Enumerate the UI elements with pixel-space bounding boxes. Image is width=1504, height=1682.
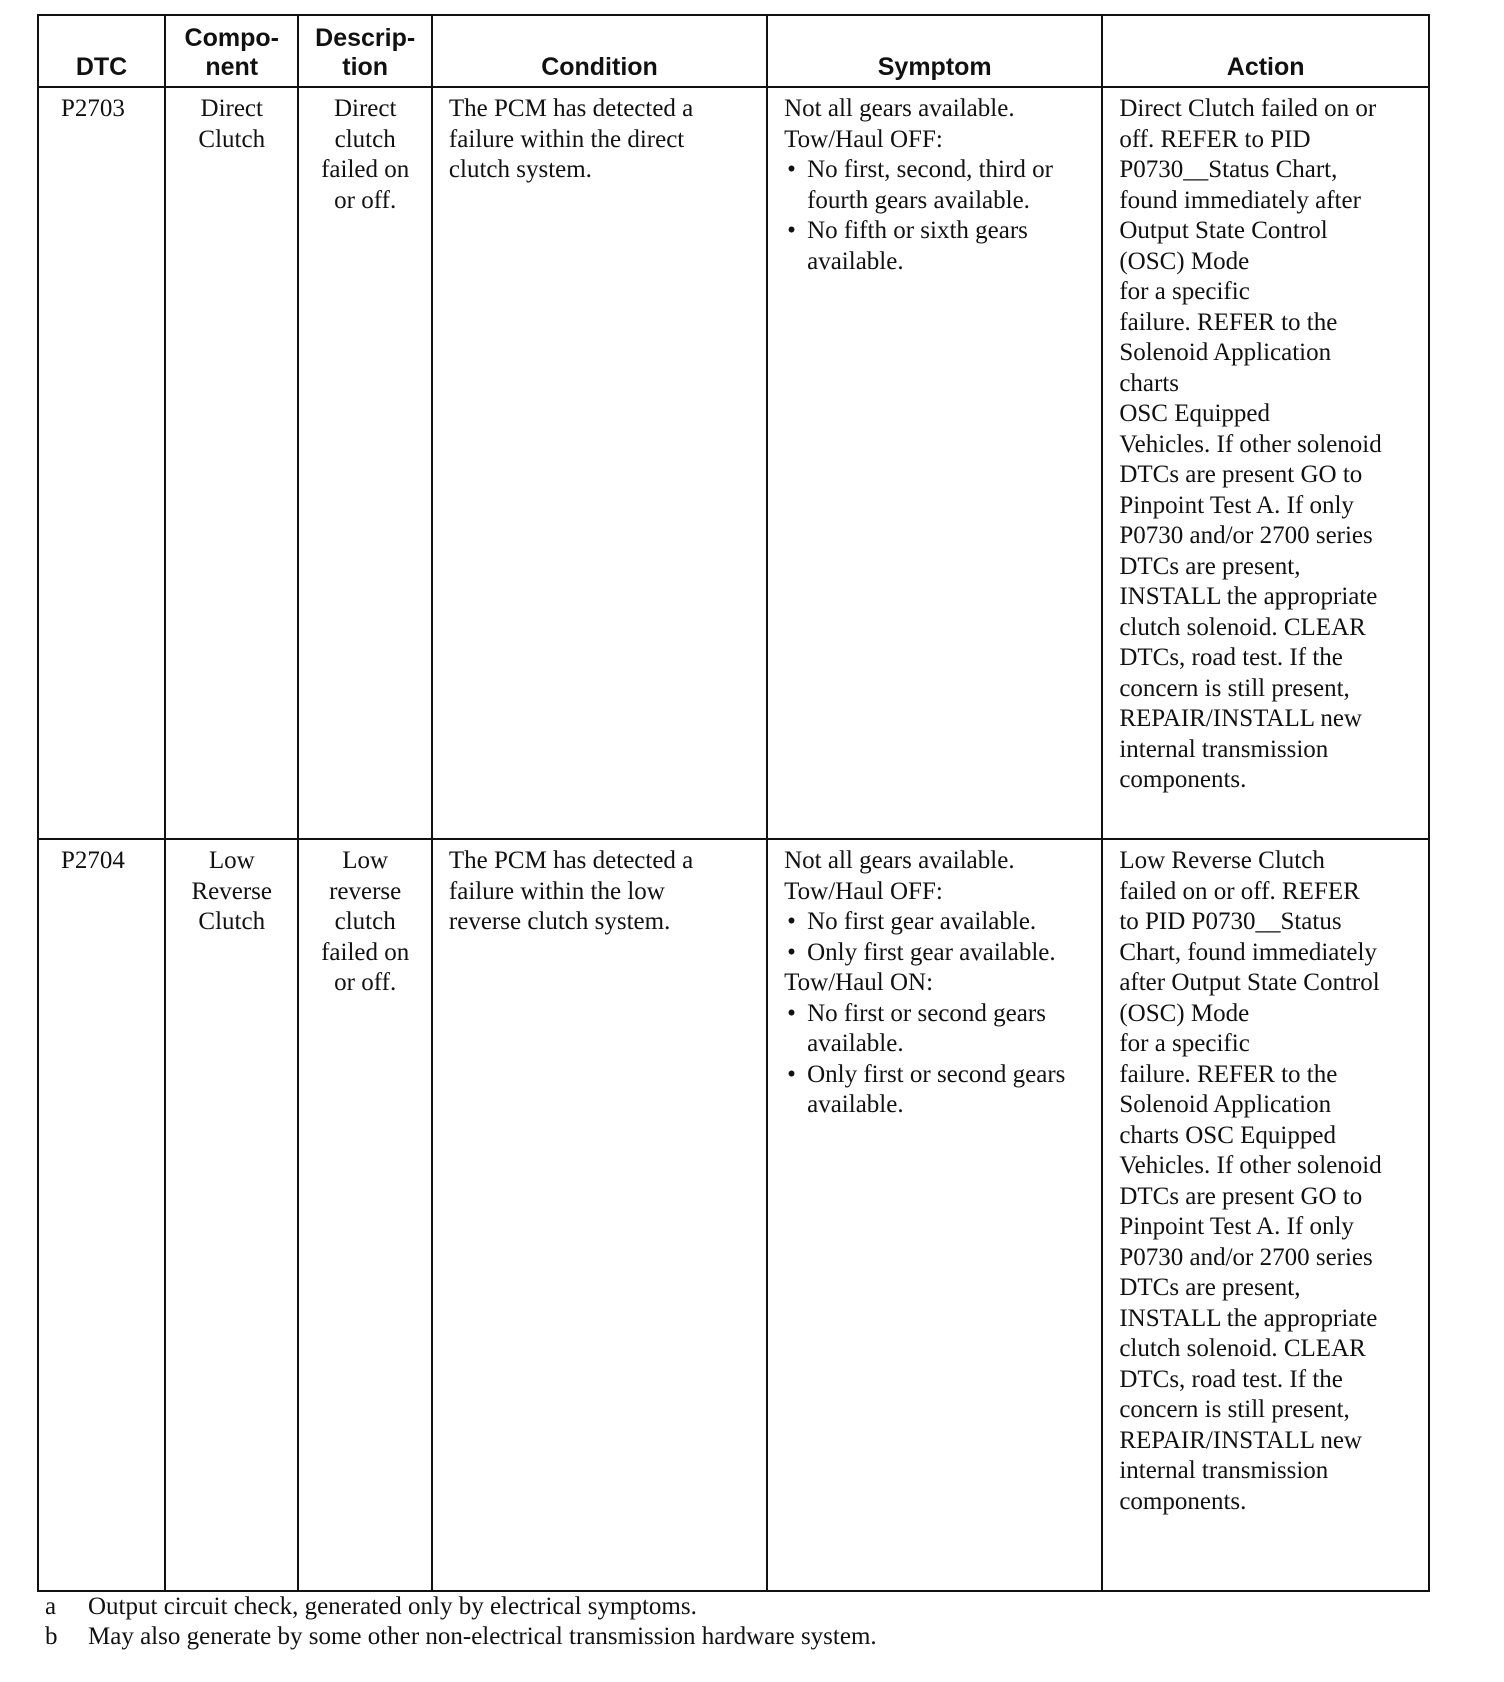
header-description: [298, 15, 431, 87]
action-line: Vehicles. If other solenoid: [1119, 1152, 1382, 1179]
footnote: [45, 1622, 877, 1652]
action-line: to PID P0730__Status: [1119, 908, 1342, 935]
description-line: failed on: [321, 156, 410, 183]
condition-cell: [432, 839, 767, 1591]
action-line: DTCs are present GO to: [1119, 1182, 1363, 1210]
component-line: Low: [208, 847, 255, 874]
footnote-mark: a: [45, 1593, 57, 1620]
description-line: clutch: [334, 125, 396, 153]
symptom-bullet: • No first, second, third or fourth gears available.: [784, 155, 1091, 216]
header-condition: Condition: [432, 15, 767, 87]
action-line: components.: [1119, 766, 1247, 793]
component-line: Direct: [200, 95, 263, 122]
action-line: P0730 and/or 2700 series: [1119, 522, 1373, 549]
action-line: after Output State Control: [1119, 969, 1380, 996]
action-line: components.: [1119, 1487, 1247, 1515]
action-cell: [1102, 87, 1429, 839]
action-line: Vehicles. If other solenoid: [1119, 430, 1382, 458]
symptom-group-label: Tow/Haul OFF:: [784, 125, 943, 153]
description-line: or off.: [334, 969, 397, 996]
action-line: Output State Control: [1119, 217, 1328, 244]
condition-line: reverse clutch system.: [448, 908, 671, 935]
symptom-bullet: • No first or second gears available.: [784, 999, 1091, 1060]
symptom-group-label: Tow/Haul ON:: [784, 969, 934, 996]
description-line: clutch: [334, 908, 396, 935]
action-line: (OSC) Mode: [1119, 247, 1250, 275]
action-line: concern is still present,: [1119, 674, 1350, 702]
table-row: [38, 839, 1429, 1591]
action-line: REPAIR/INSTALL new: [1119, 705, 1362, 732]
symptom-bullet: • Only first or second gears available.: [784, 1060, 1091, 1121]
footnote: [45, 1592, 877, 1622]
description-line: Direct: [333, 95, 397, 122]
header-component-line1: Compo-: [184, 24, 279, 52]
action-line: P0730 and/or 2700 series: [1119, 1243, 1373, 1271]
condition-line: clutch system.: [448, 156, 592, 183]
dtc-code: P2703: [38, 87, 165, 839]
component-cell: [165, 87, 298, 839]
action-line: for a specific: [1119, 1030, 1250, 1057]
action-cell: [1102, 839, 1429, 1591]
action-line: charts: [1119, 369, 1180, 397]
header-dtc: DTC: [38, 15, 165, 87]
symptom-cell: [767, 839, 1102, 1591]
action-line: INSTALL the appropriate: [1119, 1304, 1378, 1332]
action-line: for a specific: [1119, 278, 1250, 305]
action-line: failure. REFER to the: [1119, 308, 1338, 336]
action-line: charts OSC Equipped: [1119, 1121, 1336, 1149]
action-line: INSTALL the appropriate: [1119, 583, 1378, 610]
action-line: Low Reverse Clutch: [1119, 847, 1325, 874]
symptom-intro: Not all gears available.: [784, 95, 1015, 122]
action-line: clutch solenoid. CLEAR: [1119, 613, 1366, 641]
action-line: concern is still present,: [1119, 1396, 1350, 1423]
action-line: clutch solenoid. CLEAR: [1119, 1335, 1366, 1362]
action-line: Direct Clutch failed on or: [1119, 95, 1377, 122]
header-component: [165, 15, 298, 87]
dtc-code: P2704: [38, 839, 165, 1591]
description-line: or off.: [334, 186, 397, 214]
action-line: internal transmission: [1119, 1457, 1329, 1484]
dtc-table: [37, 14, 1430, 1592]
condition-line: failure within the low: [448, 877, 665, 905]
table-header-row: [38, 15, 1429, 87]
action-line: found immediately after: [1119, 186, 1361, 214]
symptom-bullet: • No fifth or sixth gears available.: [784, 216, 1091, 277]
component-line: Reverse: [191, 877, 273, 905]
action-line: DTCs, road test. If the: [1119, 1365, 1343, 1393]
action-line: (OSC) Mode: [1119, 999, 1250, 1027]
component-line: Clutch: [198, 908, 266, 935]
footnote-mark: b: [45, 1623, 58, 1650]
description-cell: [298, 839, 431, 1591]
header-description-line2: tion: [342, 53, 389, 81]
condition-cell: [432, 87, 767, 839]
action-line: off. REFER to PID: [1119, 125, 1311, 153]
action-line: DTCs, road test. If the: [1119, 644, 1343, 671]
header-action: Action: [1102, 15, 1429, 87]
action-line: Pinpoint Test A. If only: [1119, 1213, 1354, 1240]
action-line: Chart, found immediately: [1119, 938, 1377, 966]
action-line: internal transmission: [1119, 735, 1329, 763]
component-cell: [165, 839, 298, 1591]
symptom-bullet: • Only first gear available.: [784, 938, 1091, 969]
action-line: OSC Equipped: [1119, 400, 1271, 427]
action-line: DTCs are present,: [1119, 552, 1301, 580]
component-line: Clutch: [198, 125, 266, 153]
action-line: DTCs are present,: [1119, 1274, 1301, 1301]
action-line: P0730__Status Chart,: [1119, 156, 1338, 183]
description-line: reverse: [329, 877, 402, 905]
action-line: Solenoid Application: [1119, 1091, 1332, 1118]
action-line: DTCs are present GO to: [1119, 461, 1363, 488]
description-cell: [298, 87, 431, 839]
header-component-line2: nent: [205, 53, 259, 81]
symptom-bullet: • No first gear available.: [784, 907, 1091, 938]
footnote-text: May also generate by some other non-electrical transmission hardware system.: [88, 1623, 877, 1650]
action-line: REPAIR/INSTALL new: [1119, 1426, 1362, 1454]
footnotes: [45, 1592, 877, 1652]
action-line: failure. REFER to the: [1119, 1060, 1338, 1088]
symptom-group-label: Tow/Haul OFF:: [784, 877, 943, 905]
symptom-cell: [767, 87, 1102, 839]
action-line: failed on or off. REFER: [1119, 877, 1360, 905]
action-line: Solenoid Application: [1119, 339, 1332, 366]
table-row: [38, 87, 1429, 839]
condition-line: The PCM has detected a: [448, 847, 694, 874]
condition-line: The PCM has detected a: [448, 95, 694, 122]
footnote-text: Output circuit check, generated only by electrical symptoms.: [88, 1593, 697, 1620]
description-line: failed on: [321, 938, 410, 966]
description-line: Low: [342, 847, 389, 874]
condition-line: failure within the direct: [448, 125, 685, 153]
symptom-intro: Not all gears available.: [784, 847, 1015, 874]
header-description-line1: Descrip-: [315, 24, 416, 52]
header-symptom: Symptom: [767, 15, 1102, 87]
action-line: Pinpoint Test A. If only: [1119, 491, 1354, 519]
